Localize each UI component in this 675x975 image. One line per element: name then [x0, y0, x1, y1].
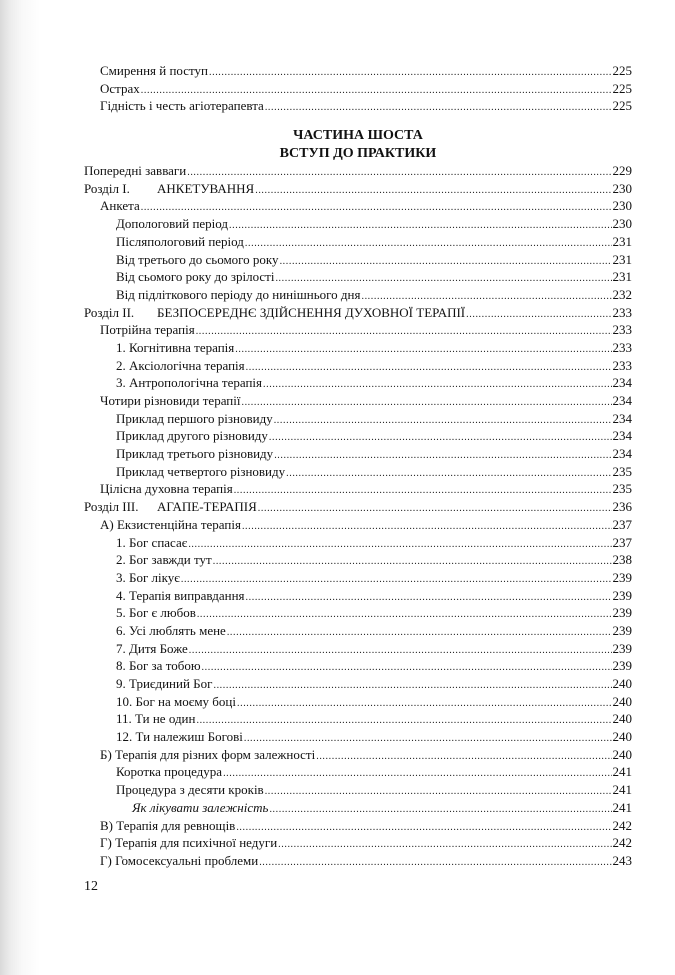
toc-entry — [84, 427, 632, 445]
toc-dot-leader — [197, 606, 612, 624]
toc-entry-title: Потрійна терапія — [100, 322, 195, 338]
toc-dot-leader — [213, 677, 611, 695]
toc-dot-leader — [269, 429, 612, 447]
toc-dot-leader — [237, 695, 612, 713]
toc-entry-title: 2. Аксіологічна терапія — [116, 357, 245, 373]
toc-entry-title: Попередні завваги — [84, 163, 187, 179]
toc-entry-page: 230 — [612, 180, 632, 196]
toc-dot-leader — [242, 518, 612, 536]
toc-entry-page: 239 — [612, 587, 632, 603]
toc-entry-title: Анкета — [100, 198, 140, 214]
toc-dot-leader — [265, 783, 612, 801]
toc-dot-leader — [209, 64, 612, 82]
toc-entry-page: 230 — [612, 216, 632, 232]
toc-dot-leader — [265, 99, 612, 117]
toc-dot-leader — [255, 182, 611, 200]
toc-section-title: АГАПЕ-ТЕРАПІЯ — [157, 499, 257, 515]
table-of-contents — [84, 62, 632, 870]
toc-entry — [84, 321, 632, 339]
toc-entry — [84, 162, 632, 180]
toc-section-number: Розділ I. — [84, 180, 130, 196]
toc-dot-leader — [246, 589, 612, 607]
toc-entry — [84, 604, 632, 622]
toc-entry-page: 233 — [612, 322, 632, 338]
toc-entry — [84, 817, 632, 835]
toc-dot-leader — [466, 306, 611, 324]
toc-entry — [84, 268, 632, 286]
toc-entry — [84, 392, 632, 410]
toc-entry — [84, 534, 632, 552]
toc-entry — [84, 569, 632, 587]
toc-entry-title: Цілісна духовна терапія — [100, 481, 233, 497]
toc-entry-title: Б) Терапія для різних форм залежності — [100, 746, 316, 762]
toc-entry-title: 5. Бог є любов — [116, 605, 196, 621]
toc-entry — [84, 516, 632, 534]
toc-entry — [84, 80, 632, 98]
toc-dot-leader — [259, 854, 611, 872]
toc-dot-leader — [316, 748, 611, 766]
toc-dot-leader — [258, 500, 612, 518]
toc-entry — [84, 781, 632, 799]
toc-entry-page: 234 — [612, 375, 632, 391]
toc-dot-leader — [241, 394, 611, 412]
toc-entry-title: 4. Терапія виправдання — [116, 587, 245, 603]
toc-entry-page: 234 — [612, 410, 632, 426]
toc-entry-page: 241 — [612, 782, 632, 798]
toc-entry — [84, 587, 632, 605]
toc-entry — [84, 410, 632, 428]
toc-entry-title: Гідність і честь агіотерапевта — [100, 98, 264, 114]
toc-entry — [84, 180, 632, 198]
toc-entry-title: 7. Дитя Боже — [116, 640, 188, 656]
toc-entry-title: 3. Бог лікує — [116, 569, 180, 585]
toc-entry-title: Г) Терапія для психічної недуги — [100, 835, 278, 851]
toc-entry-title — [84, 498, 257, 516]
toc-entry-page: 233 — [612, 357, 632, 373]
toc-entry-title: Смирення й поступ — [100, 63, 208, 78]
toc-entry — [84, 763, 632, 781]
part-heading-line2: ВСТУП ДО ПРАКТИКИ — [279, 145, 437, 161]
toc-section-title: БЕЗПОСЕРЕДНЄ ЗДІЙСНЕННЯ ДУХОВНОЇ ТЕРАПІЇ — [157, 304, 466, 320]
toc-entry-title: 9. Триєдиний Бог — [116, 676, 213, 691]
toc-dot-leader — [196, 323, 612, 341]
toc-entry-title: Приклад третього різновиду — [116, 446, 274, 462]
toc-dot-leader — [274, 447, 611, 465]
toc-entry-page: 239 — [612, 622, 632, 638]
toc-dot-leader — [286, 465, 611, 483]
toc-entry-title: Приклад четвертого різновиду — [116, 463, 286, 479]
toc-entry-page: 243 — [612, 852, 632, 868]
toc-entry-title: Приклад першого різновиду — [116, 410, 273, 426]
toc-entry-title: В) Терапія для ревнощів — [100, 817, 236, 833]
toc-dot-leader — [213, 553, 612, 571]
toc-entry-page: 230 — [612, 198, 632, 214]
toc-dot-leader — [280, 253, 612, 271]
toc-entry — [84, 251, 632, 269]
toc-section-title: АНКЕТУВАННЯ — [157, 180, 255, 196]
toc-entry — [84, 374, 632, 392]
toc-entry — [84, 675, 632, 693]
toc-dot-leader — [246, 359, 612, 377]
toc-dot-leader — [245, 235, 612, 253]
toc-entry-title — [84, 304, 465, 322]
toc-entry-page: 234 — [612, 446, 632, 462]
toc-entry-title: 3. Антропологічна терапія — [116, 375, 263, 391]
toc-dot-leader — [269, 801, 611, 819]
toc-entry-page: 242 — [612, 835, 632, 851]
toc-entry — [84, 728, 632, 746]
toc-entry-title: 6. Усі люблять мене — [116, 622, 226, 638]
toc-dot-leader — [274, 412, 612, 430]
toc-entry-page: 237 — [612, 516, 632, 532]
toc-entry — [84, 339, 632, 357]
toc-entry — [84, 622, 632, 640]
toc-entry-page: 234 — [612, 428, 632, 444]
toc-entry-title: 1. Когнітивна терапія — [116, 339, 235, 355]
toc-entry-title: Від сьомого року до зрілості — [116, 269, 275, 285]
toc-entry-page: 231 — [612, 233, 632, 249]
toc-dot-leader — [234, 482, 612, 500]
toc-entry — [84, 97, 632, 115]
toc-section-number: Розділ II. — [84, 304, 135, 320]
toc-entry — [84, 498, 632, 516]
toc-entry-title: Як лікувати залежність — [132, 799, 269, 815]
toc-entry-title: Г) Гомосексуальні проблеми — [100, 852, 259, 868]
toc-entry-page: 240 — [612, 693, 632, 709]
toc-entry-page: 234 — [612, 393, 632, 408]
toc-entry-page: 239 — [612, 658, 632, 674]
toc-dot-leader — [229, 217, 611, 235]
toc-section-number: Розділ III. — [84, 499, 139, 515]
toc-entry-page: 235 — [612, 481, 632, 497]
toc-dot-leader — [196, 712, 611, 730]
toc-entry-title: 12. Ти належиш Богові — [116, 729, 243, 745]
toc-entry — [84, 551, 632, 569]
toc-entry-page: 225 — [612, 63, 632, 78]
toc-entry-title: Чотири різновиди терапії — [100, 393, 241, 408]
toc-entry — [84, 215, 632, 233]
toc-entry-title: Процедура з десяти кроків — [116, 782, 264, 798]
toc-entry-page: 225 — [612, 80, 632, 96]
toc-dot-leader — [202, 659, 612, 677]
toc-entry — [84, 62, 632, 80]
toc-dot-leader — [263, 376, 611, 394]
toc-entry-title: А) Екзистенційна терапія — [100, 516, 241, 532]
toc-entry-title: Допологовий період — [116, 216, 229, 232]
toc-entry-page: 231 — [612, 251, 632, 267]
toc-entry-page: 231 — [612, 269, 632, 285]
toc-entry — [84, 834, 632, 852]
toc-entry-page: 240 — [612, 746, 632, 762]
toc-entry — [84, 746, 632, 764]
toc-entry-title: Від підліткового періоду до нинішнього дня — [116, 286, 361, 302]
toc-entry-page: 242 — [612, 817, 632, 833]
toc-entry-page: 237 — [612, 534, 632, 550]
toc-entry — [84, 304, 632, 322]
toc-entry-title: Приклад другого різновиду — [116, 428, 268, 444]
toc-entry-page: 233 — [612, 304, 632, 320]
toc-entry — [84, 463, 632, 481]
toc-entry-title: 2. Бог завжди тут — [116, 552, 212, 568]
toc-dot-leader — [188, 536, 611, 554]
toc-main-entries — [84, 162, 632, 870]
toc-entry — [84, 480, 632, 498]
toc-entry-page: 232 — [612, 286, 632, 302]
toc-entry — [84, 197, 632, 215]
toc-dot-leader — [278, 836, 611, 854]
toc-dot-leader — [236, 819, 611, 837]
toc-entry-page: 233 — [612, 339, 632, 355]
toc-entry — [84, 445, 632, 463]
toc-entry-page: 240 — [612, 711, 632, 727]
toc-entry-page: 229 — [612, 163, 632, 179]
toc-entry-title: Післяпологовий період — [116, 233, 244, 249]
toc-dot-leader — [189, 642, 612, 660]
page-number: 12 — [84, 879, 98, 894]
toc-entry — [84, 233, 632, 251]
toc-dot-leader — [181, 571, 612, 589]
toc-entry-page: 240 — [612, 729, 632, 745]
toc-entry-page: 225 — [612, 98, 632, 114]
toc-dot-leader — [227, 624, 612, 642]
toc-entry-title: Коротка процедура — [116, 764, 223, 780]
toc-entry — [84, 640, 632, 658]
toc-entry-page: 240 — [612, 676, 632, 691]
toc-entry — [84, 357, 632, 375]
toc-entry — [84, 710, 632, 728]
toc-entry-page: 241 — [612, 764, 632, 780]
toc-entry-title — [84, 180, 254, 198]
toc-entry-page: 239 — [612, 605, 632, 621]
toc-dot-leader — [223, 765, 611, 783]
toc-entry-title: 11. Ти не один — [116, 711, 196, 727]
toc-entry-page: 236 — [612, 499, 632, 515]
toc-entry — [84, 852, 632, 870]
toc-entry-title: 8. Бог за тобою — [116, 658, 201, 674]
part-heading-line1: ЧАСТИНА ШОСТА — [293, 128, 423, 144]
toc-entry-page: 239 — [612, 640, 632, 656]
toc-entry-page: 239 — [612, 569, 632, 585]
toc-entry-title: 10. Бог на моєму боці — [116, 693, 236, 709]
toc-entry — [84, 286, 632, 304]
toc-entry — [84, 657, 632, 675]
toc-entry-title: Острах — [100, 80, 140, 96]
toc-top-entries — [84, 62, 632, 115]
toc-entry-title: 1. Бог спасає — [116, 534, 188, 550]
toc-entry-page: 235 — [612, 463, 632, 479]
toc-entry-page: 241 — [612, 799, 632, 815]
toc-entry-page: 238 — [612, 552, 632, 568]
toc-entry — [84, 693, 632, 711]
toc-entry — [84, 799, 632, 817]
toc-entry-title: Від третього до сьомого року — [116, 251, 279, 267]
toc-dot-leader — [235, 341, 611, 359]
